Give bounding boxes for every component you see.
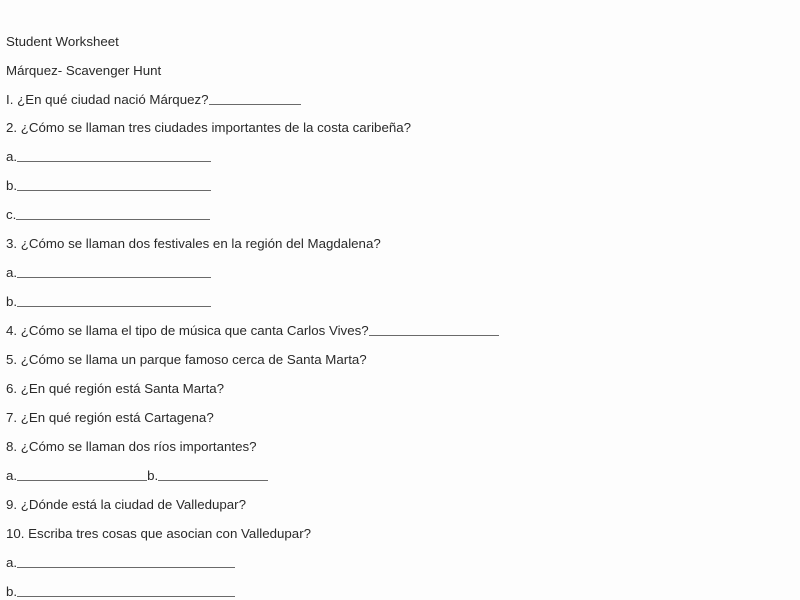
answer-label: b. (6, 294, 18, 309)
answer-blank-q8a[interactable] (17, 468, 147, 481)
answer-10b (6, 584, 235, 600)
question-4 (6, 323, 499, 339)
answer-2a (6, 149, 211, 165)
answer-2b (6, 178, 211, 194)
question-6: 6. ¿En qué región está Santa Marta? (6, 381, 225, 396)
question-3: 3. ¿Cómo se llaman dos festivales en la región del Magdalena? (6, 236, 381, 251)
question-4-text: 4. ¿Cómo se llama el tipo de música que canta Carlos Vives? (6, 323, 369, 338)
answer-blank-q2b[interactable] (17, 178, 211, 191)
question-2: 2. ¿Cómo se llaman tres ciudades importantes de la costa caribeña? (6, 120, 412, 135)
answer-8 (6, 468, 268, 484)
answer-label: a. (6, 265, 18, 280)
answer-label: a. (6, 468, 18, 483)
answer-blank-q3b[interactable] (17, 294, 211, 307)
question-1-text: I. ¿En qué ciudad nació Márquez? (6, 92, 209, 107)
answer-blank-q2c[interactable] (16, 207, 210, 220)
question-8: 8. ¿Cómo se llaman dos ríos importantes? (6, 439, 257, 454)
answer-blank-q10b[interactable] (17, 584, 235, 597)
worksheet-title: Márquez- Scavenger Hunt (6, 63, 162, 78)
worksheet-header: Student Worksheet (6, 34, 119, 49)
answer-blank-q3a[interactable] (17, 265, 211, 278)
answer-label: a. (6, 149, 18, 164)
answer-blank-q8b[interactable] (158, 468, 268, 481)
answer-2c (6, 207, 210, 223)
answer-blank-q1[interactable] (209, 92, 301, 105)
question-9: 9. ¿Dónde está la ciudad de Valledupar? (6, 497, 246, 512)
question-10: 10. Escriba tres cosas que asocian con Valledupar? (6, 526, 312, 541)
question-1 (6, 92, 301, 108)
answer-label: b. (147, 468, 159, 483)
answer-label: c. (6, 207, 17, 222)
answer-label: a. (6, 555, 18, 570)
question-7: 7. ¿En qué región está Cartagena? (6, 410, 214, 425)
answer-3a (6, 265, 211, 281)
answer-blank-q2a[interactable] (17, 149, 211, 162)
answer-label: b. (6, 584, 18, 599)
answer-blank-q4[interactable] (369, 323, 499, 336)
answer-label: b. (6, 178, 18, 193)
answer-blank-q10a[interactable] (17, 555, 235, 568)
question-5: 5. ¿Cómo se llama un parque famoso cerca de Santa Marta? (6, 352, 367, 367)
answer-10a (6, 555, 235, 571)
answer-3b (6, 294, 211, 310)
